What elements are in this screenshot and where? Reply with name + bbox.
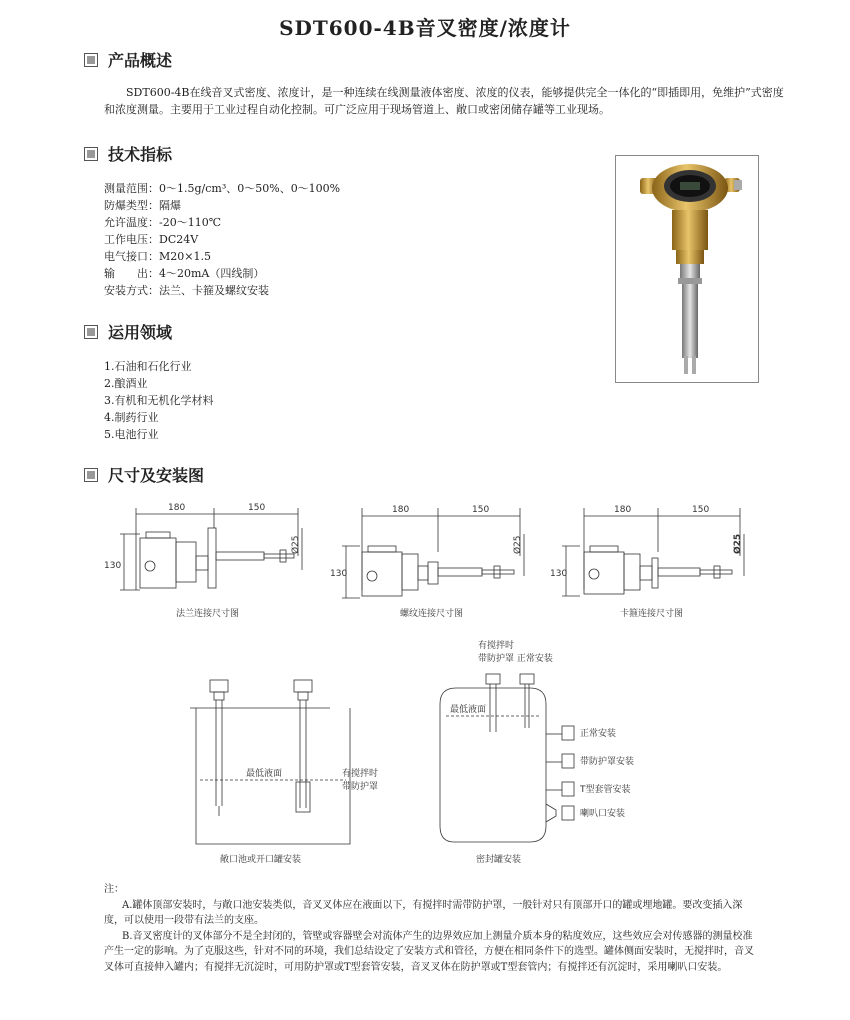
spec-voltage: 工作电压：DC24V xyxy=(104,233,199,246)
dim-label: Ø25 xyxy=(513,535,523,554)
section-heading-applications xyxy=(84,320,172,343)
square-bullet-icon xyxy=(84,147,98,161)
square-bullet-icon xyxy=(84,53,98,67)
t-pipe-label: T型套管安装 xyxy=(580,785,631,795)
installation-drawings xyxy=(0,636,850,850)
caption-thread: 螺纹连接尺寸图 xyxy=(400,609,464,619)
section-heading-overview xyxy=(84,48,172,71)
thread-drawing xyxy=(342,508,524,598)
sealed-tank-drawing xyxy=(440,674,574,842)
notes-heading: 注： xyxy=(104,884,124,895)
caption-open-tank: 敞口池或开口罐安装 xyxy=(220,855,302,865)
dim-label: 150 xyxy=(472,505,490,515)
dim-label: 180 xyxy=(392,505,410,515)
caption-clamp: 卡箍连接尺寸图 xyxy=(620,609,684,619)
guard-label: 带防护罩 xyxy=(342,782,379,792)
caption-sealed-tank: 密封罐安装 xyxy=(476,855,522,865)
normal-top-label: 带防护罩 正常安装 xyxy=(478,654,553,664)
min-level-label: 最低液面 xyxy=(450,705,487,715)
note-b: B.音叉密度计的叉体部分不是全封闭的，管壁或容器壁会对流体产生的边界效应加上测量介质本身的粘度效应，这些效应会对传感器的测量校准产生一定的影响。为了克服这些，针对不同的环境，我们总结设定了安装方式和管径，方便在相同条件下的选型。罐体侧面安装时，无搅拌时，音叉叉体可直接伸入罐内；有搅拌无沉淀时，可用防护罩或T型套管安装，音叉叉体在防护罩或T型套管内；有搅拌还有沉淀时，采用喇叭口安装。 xyxy=(104,930,754,973)
dimensions-heading-label: 尺寸及安装图 xyxy=(108,466,205,485)
spec-output: 输 出：4～20mA（四线制） xyxy=(104,267,265,280)
agitation-label: 有搅拌时 xyxy=(342,769,379,779)
applications-heading-label: 运用领域 xyxy=(108,323,173,342)
dim-label: 130 xyxy=(104,561,122,571)
list-item: 3.有机和无机化学材料 xyxy=(104,394,214,407)
specs-list xyxy=(104,180,340,299)
dim-label: 150 xyxy=(248,503,266,513)
agitation-label: 有搅拌时 xyxy=(478,641,515,651)
overview-heading-label: 产品概述 xyxy=(108,51,173,70)
min-level-label: 最低液面 xyxy=(246,769,283,779)
spec-explosion: 防爆类型：隔爆 xyxy=(104,199,181,212)
page-title: SDT600-4B音叉密度/浓度计 xyxy=(279,16,571,40)
section-heading-specs xyxy=(84,142,172,165)
spec-range: 测量范围：0～1.5g/cm³、0～50%、0～100% xyxy=(104,182,341,195)
spec-interface: 电气接口：M20×1.5 xyxy=(104,250,211,263)
list-item: 5.电池行业 xyxy=(104,428,159,441)
dim-label: 130 xyxy=(550,569,568,579)
note-a: A.罐体顶部安装时，与敞口池安装类似，音叉叉体应在液面以下，有搅拌时需带防护罩，一般针对只有顶部开口的罐或埋地罐。要改变插入深度，可以使用一段带有法兰的支座。 xyxy=(104,899,743,926)
list-item: 1.石油和石化行业 xyxy=(104,360,192,373)
list-item: 4.制药行业 xyxy=(104,411,159,424)
spec-temperature: 允许温度：-20～110℃ xyxy=(104,216,222,229)
dim-label: 180 xyxy=(168,503,186,513)
horn-label: 喇叭口安装 xyxy=(580,809,626,819)
product-photo xyxy=(615,155,759,383)
square-bullet-icon xyxy=(84,468,98,482)
list-item: 2.酿酒业 xyxy=(104,377,148,390)
normal-install-label: 正常安装 xyxy=(580,729,617,739)
clamp-drawing xyxy=(562,508,744,596)
overview-text: SDT600-4B在线音叉式密度、浓度计，是一种连续在线测量液体密度、浓度的仪表，能够提供完全一体化的“即插即用，免维护”式密度和浓度测量。主要用于工业过程自动化控制。可广泛应用于现场管道上、敞口或密闭储存罐等工业现场。 xyxy=(104,86,784,116)
guard-install-label: 带防护罩安装 xyxy=(580,757,635,767)
specs-heading-label: 技术指标 xyxy=(108,145,173,164)
open-tank-drawing xyxy=(190,680,350,844)
dim-label: Ø25 xyxy=(733,533,743,554)
dim-label: Ø25 xyxy=(291,535,301,554)
caption-flange: 法兰连接尺寸图 xyxy=(176,609,240,619)
applications-list xyxy=(104,358,214,443)
spec-mounting: 安装方式：法兰、卡箍及螺纹安装 xyxy=(104,284,269,297)
dim-label: 150 xyxy=(692,505,710,515)
square-bullet-icon xyxy=(84,325,98,339)
dim-label: 180 xyxy=(614,505,632,515)
section-heading-dimensions xyxy=(84,463,204,486)
notes-block xyxy=(104,882,754,975)
flange-drawing xyxy=(120,508,302,590)
dim-label: 130 xyxy=(330,569,348,579)
